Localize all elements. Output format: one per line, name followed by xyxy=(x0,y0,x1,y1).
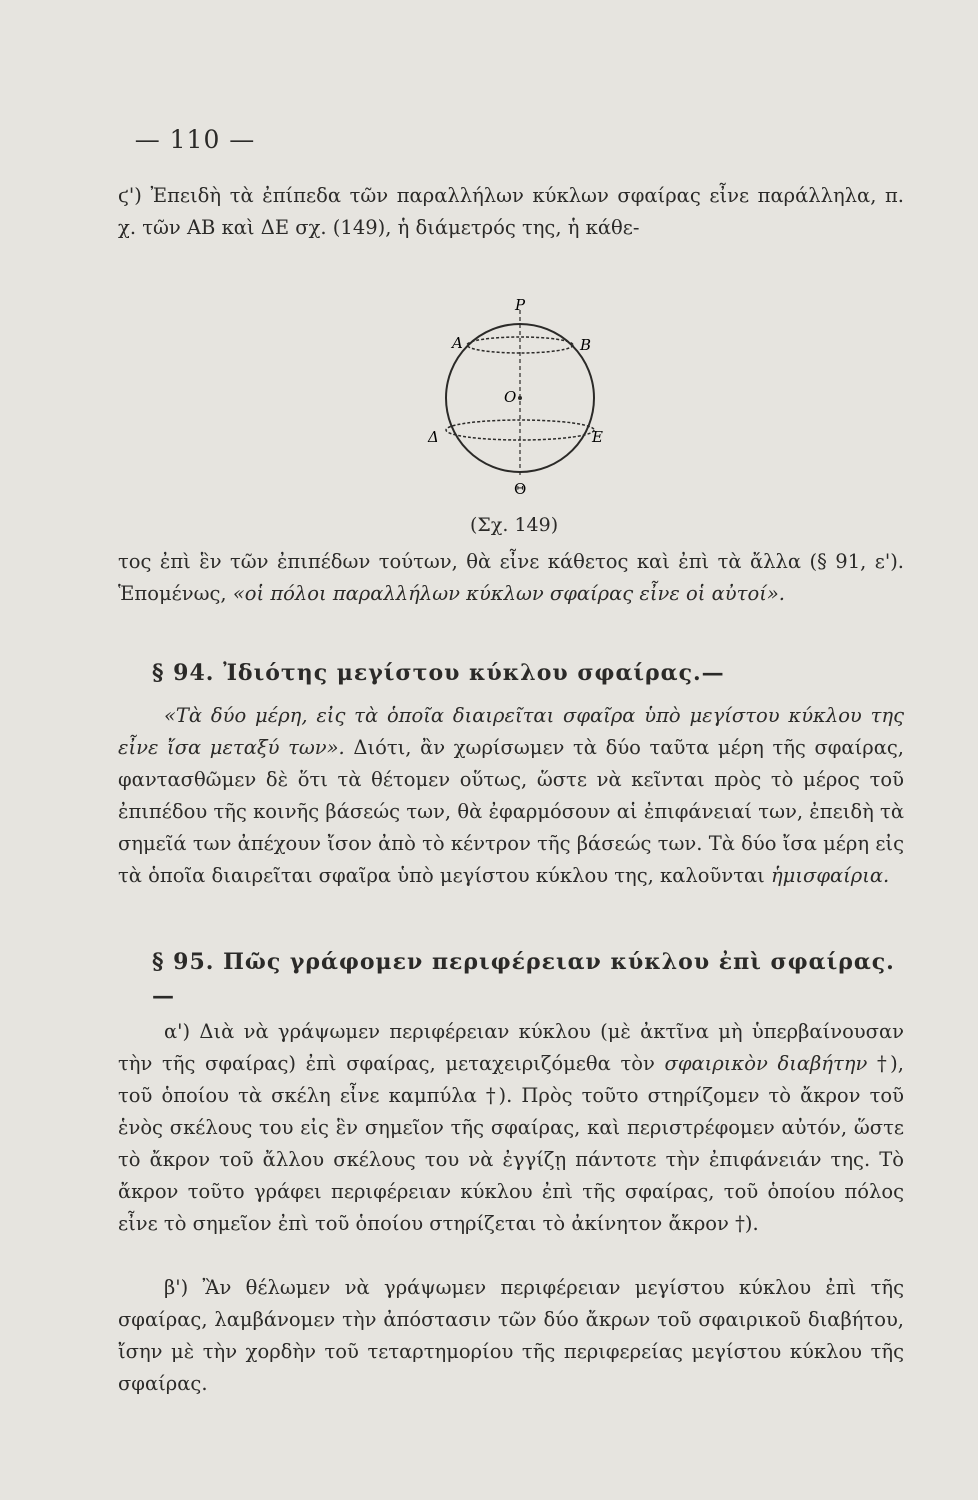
section-95-part-a xyxy=(118,1016,904,1240)
paragraph-intro xyxy=(118,180,904,244)
center-point xyxy=(518,396,522,400)
section-94-proof: Διότι, ἂν χωρίσωμεν τὰ δύο ταῦτα μέρη τῆς σφαίρας, φαντασθῶμεν δὲ ὅτι τὰ θέτομεν οὕτως, ὥστε νὰ κεῖνται πρὸς τὸ μέρος τοῦ ἐπιπέδου τῆς κοινῆς βάσεώς των, θὰ ἐφαρμόσουν αἱ ἐπιφάνειαί των, ἐπειδὴ τὰ σημεῖά των ἀπέχουν ἴσον ἀπὸ τὸ κέντρον τῆς βάσεώς των. Τὰ δύο ἴσα μέρη εἰς τὰ ὁποῖα διαιρεῖται σφαῖρα ὑπὸ μεγίστου κύκλου της, καλοῦνται xyxy=(118,736,904,887)
paragraph-continuation xyxy=(118,546,904,610)
sphere-figure xyxy=(420,290,620,500)
paragraph-continuation-text: τος ἐπὶ ἓν τῶν ἐπιπέδων τούτων, θὰ εἶνε κάθετος καὶ ἐπὶ τὰ ἄλλα (§ 91, ε'). Ἑπομένως, xyxy=(118,550,904,605)
section-94-body xyxy=(118,700,904,892)
label-o: O xyxy=(504,388,517,406)
section-94-term: ἡμισφαίρια. xyxy=(771,864,890,887)
section-95-part-b-text: β') Ἂν θέλωμεν νὰ γράψωμεν περιφέρειαν μεγίστου κύκλου ἐπὶ τῆς σφαίρας, λαμβάνομεν τὴν ἀπόστασιν τῶν δύο ἄκρων τοῦ σφαιρικοῦ διαβήτου, ἴσην μὲ τὴν χορδὴν τοῦ τεταρτημορίου τῆς περιφερείας μεγίστου κύκλου τῆς σφαίρας. xyxy=(118,1276,904,1395)
label-p: P xyxy=(515,296,526,314)
paragraph-continuation-italic: «οἱ πόλοι παραλλήλων κύκλων σφαίρας εἶνε οἱ αὐτοί». xyxy=(232,582,785,605)
label-e: E xyxy=(592,428,603,446)
section-95-part-b xyxy=(118,1272,904,1400)
label-b: B xyxy=(580,336,592,354)
section-95-part-a-rest: †), τοῦ ὁποίου τὰ σκέλη εἶνε καμπύλα †). Πρὸς τοῦτο στηρίζομεν τὸ ἄκρον τοῦ ἑνὸς σκέλους του εἰς ἓν σημεῖον τῆς σφαίρας, καὶ περιστρέφομεν αὐτόν, ὥστε τὸ ἄκρον τοῦ ἄλλου σκέλους του νὰ ἐγγίζῃ πάντοτε τὴν ἐπιφάνειάν της. Τὸ ἄκρον τοῦτο γράφει περιφέρειαν κύκλου ἐπὶ τῆς σφαίρας, τοῦ ὁποίου πόλος εἶνε τὸ σημεῖον ἐπὶ τοῦ ὁποίου στηρίζεται τὸ ἀκίνητον ἄκρον †). xyxy=(118,1052,904,1235)
section-94-theorem: «Τὰ δύο μέρη, εἰς τὰ ὁποῖα διαιρεῖται σφαῖρα ὑπὸ μεγίστου κύκλου της εἶνε ἴσα μεταξύ των». xyxy=(118,704,904,759)
section-94-heading: § 94. Ἰδιότης μεγίστου κύκλου σφαίρας.— xyxy=(152,660,725,686)
page-number: — 110 — xyxy=(134,125,256,154)
section-95-heading: § 95. Πῶς γράφομεν περιφέρειαν κύκλου ἐπὶ σφαίρας.— xyxy=(152,949,895,1009)
label-theta: Θ xyxy=(514,480,527,498)
label-a: A xyxy=(452,334,463,352)
figure-caption: (Σχ. 149) xyxy=(470,514,559,536)
section-95-part-a-pre: α') Διὰ νὰ γράψωμεν περιφέρειαν κύκλου (μὲ ἀκτῖνα μὴ ὑπερβαίνουσαν τὴν τῆς σφαίρας) ἐπὶ σφαίρας, μεταχειριζόμεθα τὸν xyxy=(118,1020,904,1075)
paragraph-intro-text: ϛ') Ἐπειδὴ τὰ ἐπίπεδα τῶν παραλλήλων κύκλων σφαίρας εἶνε παράλληλα, π. χ. τῶν AB καὶ ΔE σχ. (149), ἡ διάμετρός της, ἡ κάθε- xyxy=(118,184,904,239)
section-95-part-a-term: σφαιρικὸν διαβήτην xyxy=(664,1052,868,1075)
label-delta: Δ xyxy=(428,428,439,446)
